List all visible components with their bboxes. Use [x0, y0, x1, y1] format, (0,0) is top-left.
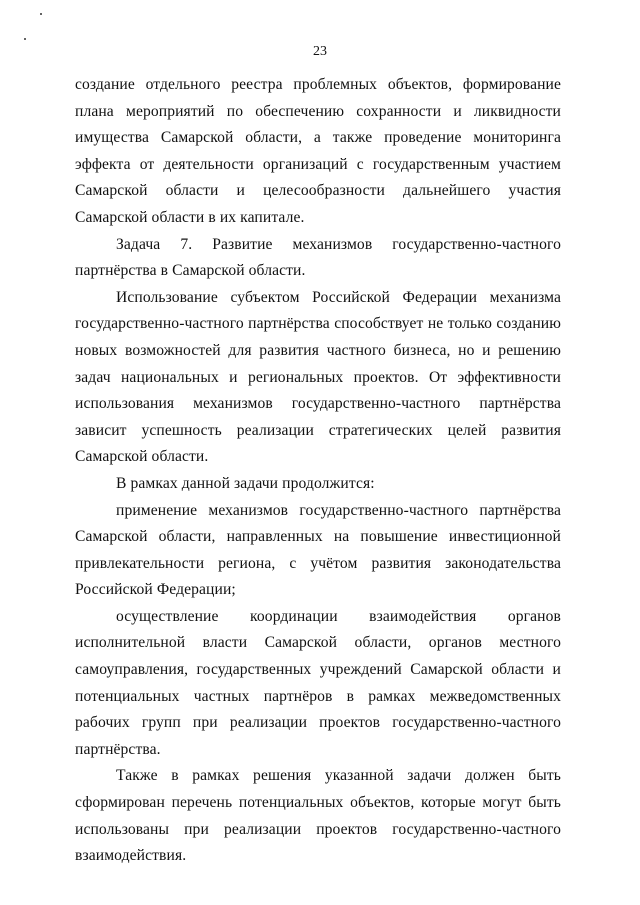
paragraph-coordination: осуществление координации взаимодействия органов исполнительной власти Самарской области, органов местного самоуправления, государственных учреждений Самарской области и потенциальных частных партнёров в рамках межведомственных рабочих групп при реализации проектов государственно-частного партнёрства.: [75, 607, 561, 758]
paragraph-registry-continuation: создание отдельного реестра проблемных объектов, формирование плана мероприятий по обеспечению сохранности и ликвидности имущества Самарской области, а также проведение мониторинга эффекта от деятельности организаций с государственным участием Самарской области и целесообразности дальнейшего участия Самарской области в их капитале.: [75, 76, 561, 226]
paragraph-task-intro: В рамках данной задачи продолжится:: [116, 474, 375, 492]
document-body: [75, 72, 561, 870]
paragraph-object-list: Также в рамках решения указанной задачи должен быть сформирован перечень потенциальных объектов, которые могут быть использованы при реализации проектов государственно-частного взаимодействия.: [75, 767, 561, 865]
paragraph-task-7-heading: Задача 7. Развитие механизмов государственно-частного партнёрства в Самарской области.: [75, 235, 561, 280]
scan-speck: [24, 38, 26, 40]
paragraph-ppp-application: применение механизмов государственно-частного партнёрства Самарской области, направленных на повышение инвестиционной привлекательности региона, с учётом развития законодательства Российской Федерации;: [75, 501, 561, 599]
paragraph-ppp-usage: Использование субъектом Российской Федерации механизма государственно-частного партнёрства способствует не только созданию новых возможностей для развития частного бизнеса, но и решению задач национальных и региональных проектов. От эффективности использования механизмов государственно-частного партнёрства зависит успешность реализации стратегических целей развития Самарской области.: [75, 288, 561, 466]
scan-speck: [40, 13, 42, 15]
page-number: 23: [313, 44, 327, 59]
